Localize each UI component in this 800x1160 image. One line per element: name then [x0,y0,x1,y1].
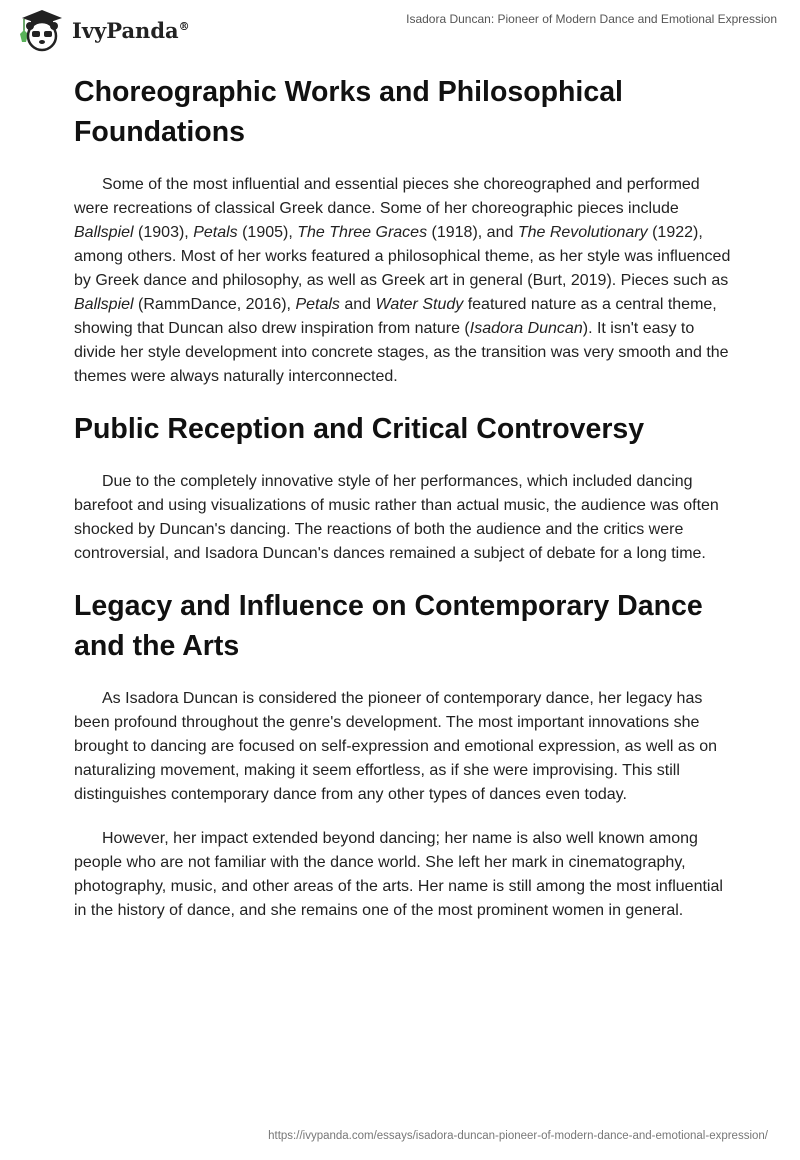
italic-title: Ballspiel [74,224,134,241]
text-segment: Some of the most influential and essential pieces she choreographed and performed were recreations of classical Greek dance. Some of her choreographic pieces include [74,176,700,217]
body-paragraph [74,687,734,807]
text-segment: (1903), [133,224,194,241]
text-segment: However, her impact extended beyond dancing; her name is also well known among people who are not familiar with the dance world. She left her mark in cinematography, photography, music, and other areas of the arts. Her name is still among the most influential in the history of dance, and she remains one of the most prominent women in general. [74,830,723,919]
text-segment: As Isadora Duncan is considered the pioneer of contemporary dance, her legacy has been profound throughout the genre's development. The most important innovations she brought to dancing are focused on self-expression and emotional expression, as well as on naturalizing movement, making it seem effortless, as if she were improvising. This still distinguishes contemporary dance from any other types of dances even today. [74,690,718,803]
italic-title: Petals [193,224,238,241]
italic-title: Isadora Duncan [469,320,583,337]
italic-title: The Three Graces [297,224,428,241]
text-segment: (1922), among others. Most of her works featured a philosophical theme, as her style was influenced by Greek dance and philosophy, as well as Greek art in general (Burt, 2019). Pieces such as [74,224,731,289]
body-paragraph [74,827,734,923]
section-heading: Public Reception and Critical Controversy [74,413,645,445]
source-url[interactable]: https://ivypanda.com/essays/isadora-duncan-pioneer-of-modern-dance-and-emotional-expression/ [268,1130,768,1142]
italic-title: Petals [295,296,340,313]
italic-title: The Revolutionary [517,224,648,241]
logo-text [72,18,190,43]
text-segment: (RammDance, 2016), [133,296,296,313]
text-segment: and [339,296,376,313]
page-header [0,0,800,60]
text-segment: Due to the completely innovative style of her performances, which included dancing barefoot and using visualizations of music rather than actual music, the audience was often shocked by Duncan's dancing. The reactions of both the audience and the critics were controversial, and Isadora Duncan's dances remained a subject of debate for a long time. [74,473,719,562]
text-segment: ). It isn't easy to divide her style development into concrete stages, as the transition was very smooth and the themes were always naturally interconnected. [74,320,729,385]
ivypanda-logo[interactable] [18,8,190,52]
italic-title: Ballspiel [74,296,134,313]
section-heading: Choreographic Works and Philosophical Foundations [74,76,623,148]
italic-title: Water Study [375,296,464,313]
text-segment: (1905), [237,224,298,241]
text-segment: featured nature as a central theme, showing that Duncan also drew inspiration from nature ( [74,296,717,337]
body-paragraph [74,173,734,389]
essay-content [74,72,734,943]
section-heading: Legacy and Influence on Contemporary Dance and the Arts [74,590,703,662]
logo-name: IvyPanda [72,17,179,43]
registered-mark: ® [178,19,190,33]
body-paragraph [74,470,734,566]
text-segment: (1918), and [427,224,518,241]
document-title: Isadora Duncan: Pioneer of Modern Dance and Emotional Expression [406,12,777,26]
panda-logo-icon [18,8,66,52]
